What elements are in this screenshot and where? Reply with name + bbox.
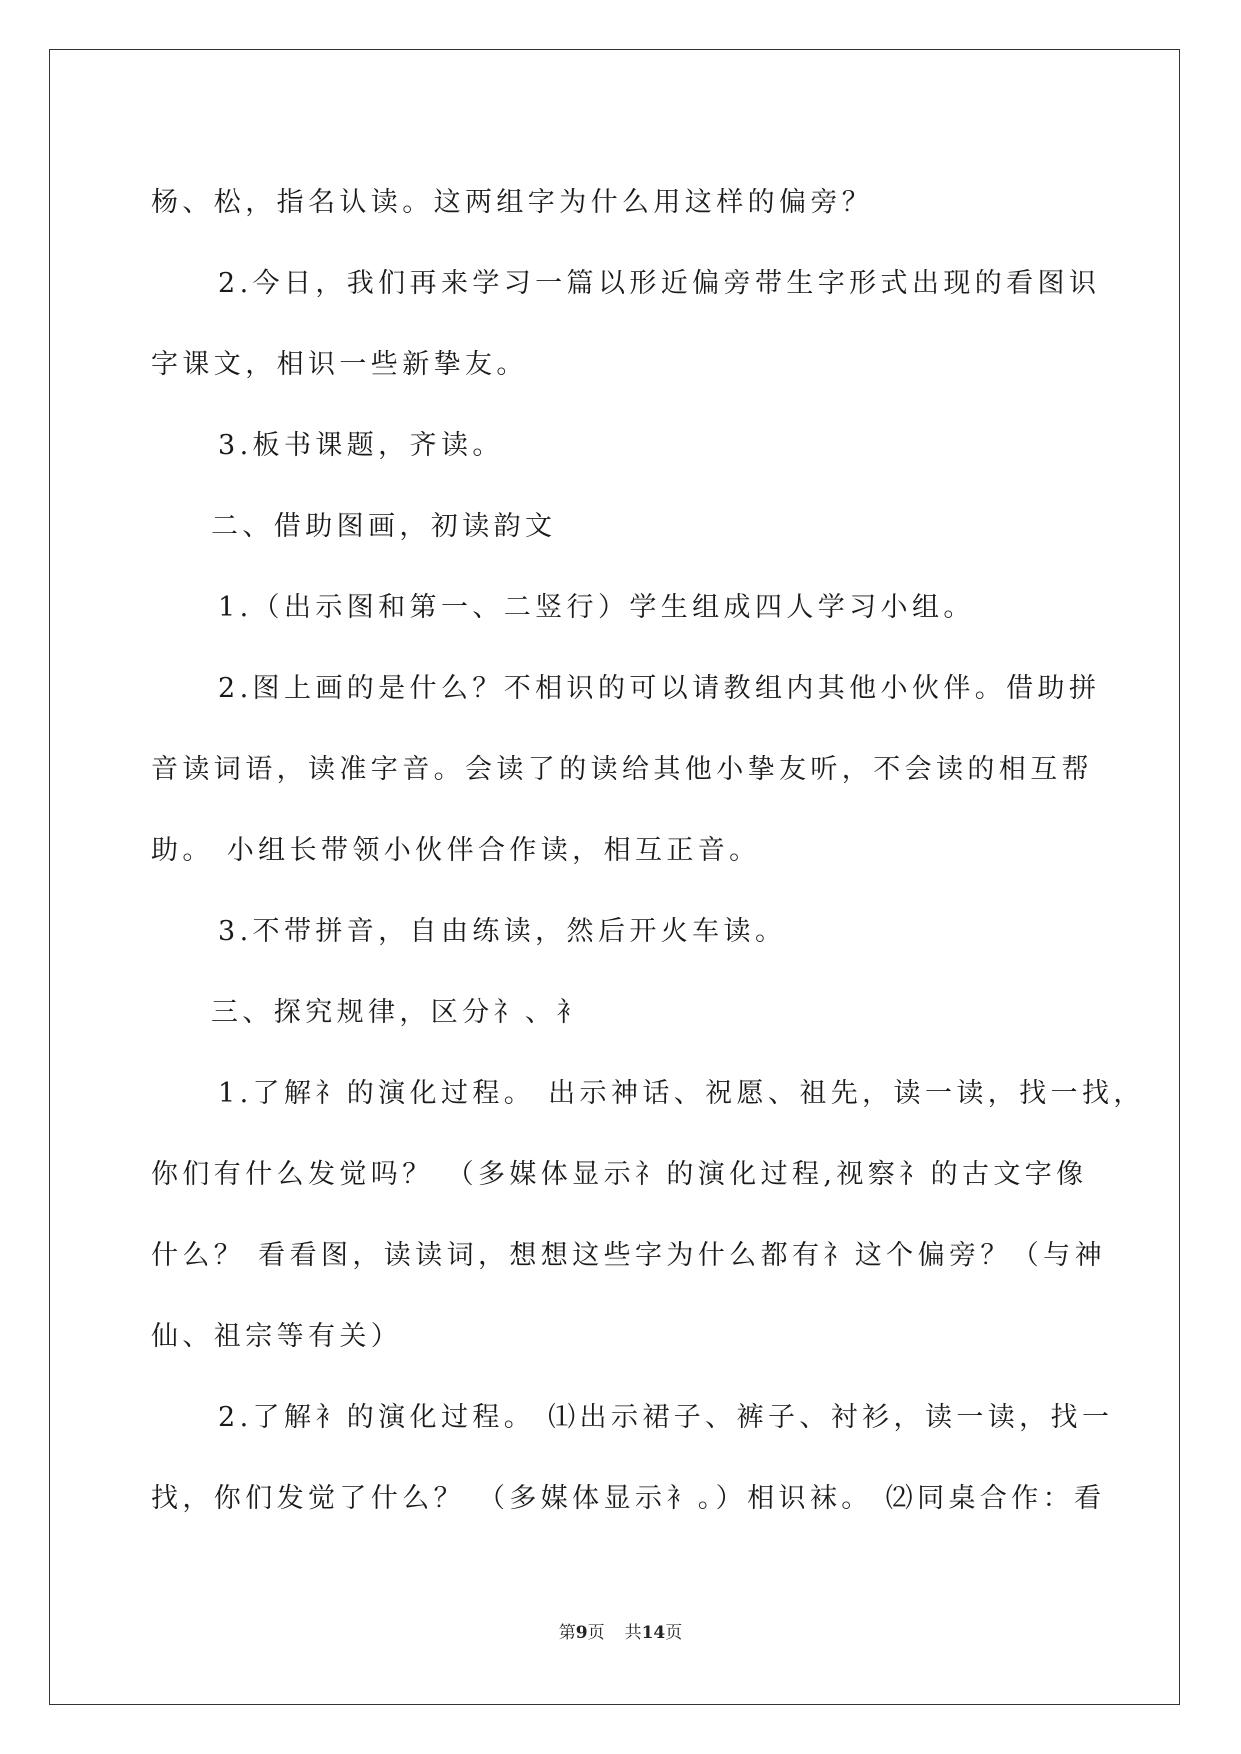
text-line: 什么？ 看看图，读读词，想想这些字为什么都有礻这个偏旁？（与神 — [151, 1240, 1106, 1271]
document-body — [151, 162, 1145, 1539]
text-line: 音读词语，读准字音。会读了的读给其他小挚友听，不会读的相互帮 — [151, 754, 1093, 785]
text-line: 1.（出示图和第一、二竖行）学生组成四人学习小组。 — [218, 592, 975, 623]
text-line: 字课文，相识一些新挚友。 — [151, 349, 528, 380]
text-line: 助。 小组长带领小伙伴合作读，相互正音。 — [151, 835, 761, 866]
text-line: 2.图上画的是什么？不相识的可以请教组内其他小伙伴。借助拼 — [218, 673, 1101, 704]
text-line: 1.了解礻的演化过程。 出示神话、祝愿、祖先，读一读，找一找， — [218, 1078, 1145, 1109]
page-footer — [0, 1618, 1241, 1643]
text-line: 2.今日，我们再来学习一篇以形近偏旁带生字形式出现的看图识 — [218, 268, 1101, 299]
footer-page-suffix: 页 — [587, 1623, 605, 1643]
text-line: 仙、祖宗等有关） — [151, 1321, 403, 1352]
text-line: 3.板书课题，齐读。 — [218, 430, 504, 461]
page-number: 9 — [575, 1623, 588, 1643]
total-pages: 14 — [641, 1623, 666, 1643]
section-heading: 三、探究规律，区分礻、衤 — [211, 997, 588, 1028]
footer-total-prefix: 共 — [624, 1623, 642, 1643]
footer-total-suffix: 页 — [665, 1623, 683, 1643]
text-line: 3.不带拼音，自由练读，然后开火车读。 — [218, 916, 787, 947]
text-line: 杨、松，指名认读。这两组字为什么用这样的偏旁？ — [151, 187, 874, 218]
section-heading: 二、借助图画，初读韵文 — [211, 511, 557, 542]
text-line: 你们有什么发觉吗？ （多媒体显示礻的演化过程,视察礻的古文字像 — [151, 1159, 1088, 1190]
text-line: 找，你们发觉了什么？ （多媒体显示衤。）相识袜。 ⑵同桌合作：看 — [151, 1483, 1106, 1514]
text-line: 2.了解衤的演化过程。 ⑴出示裙子、裤子、衬衫，读一读，找一 — [218, 1402, 1114, 1433]
footer-prefix: 第 — [558, 1623, 576, 1643]
